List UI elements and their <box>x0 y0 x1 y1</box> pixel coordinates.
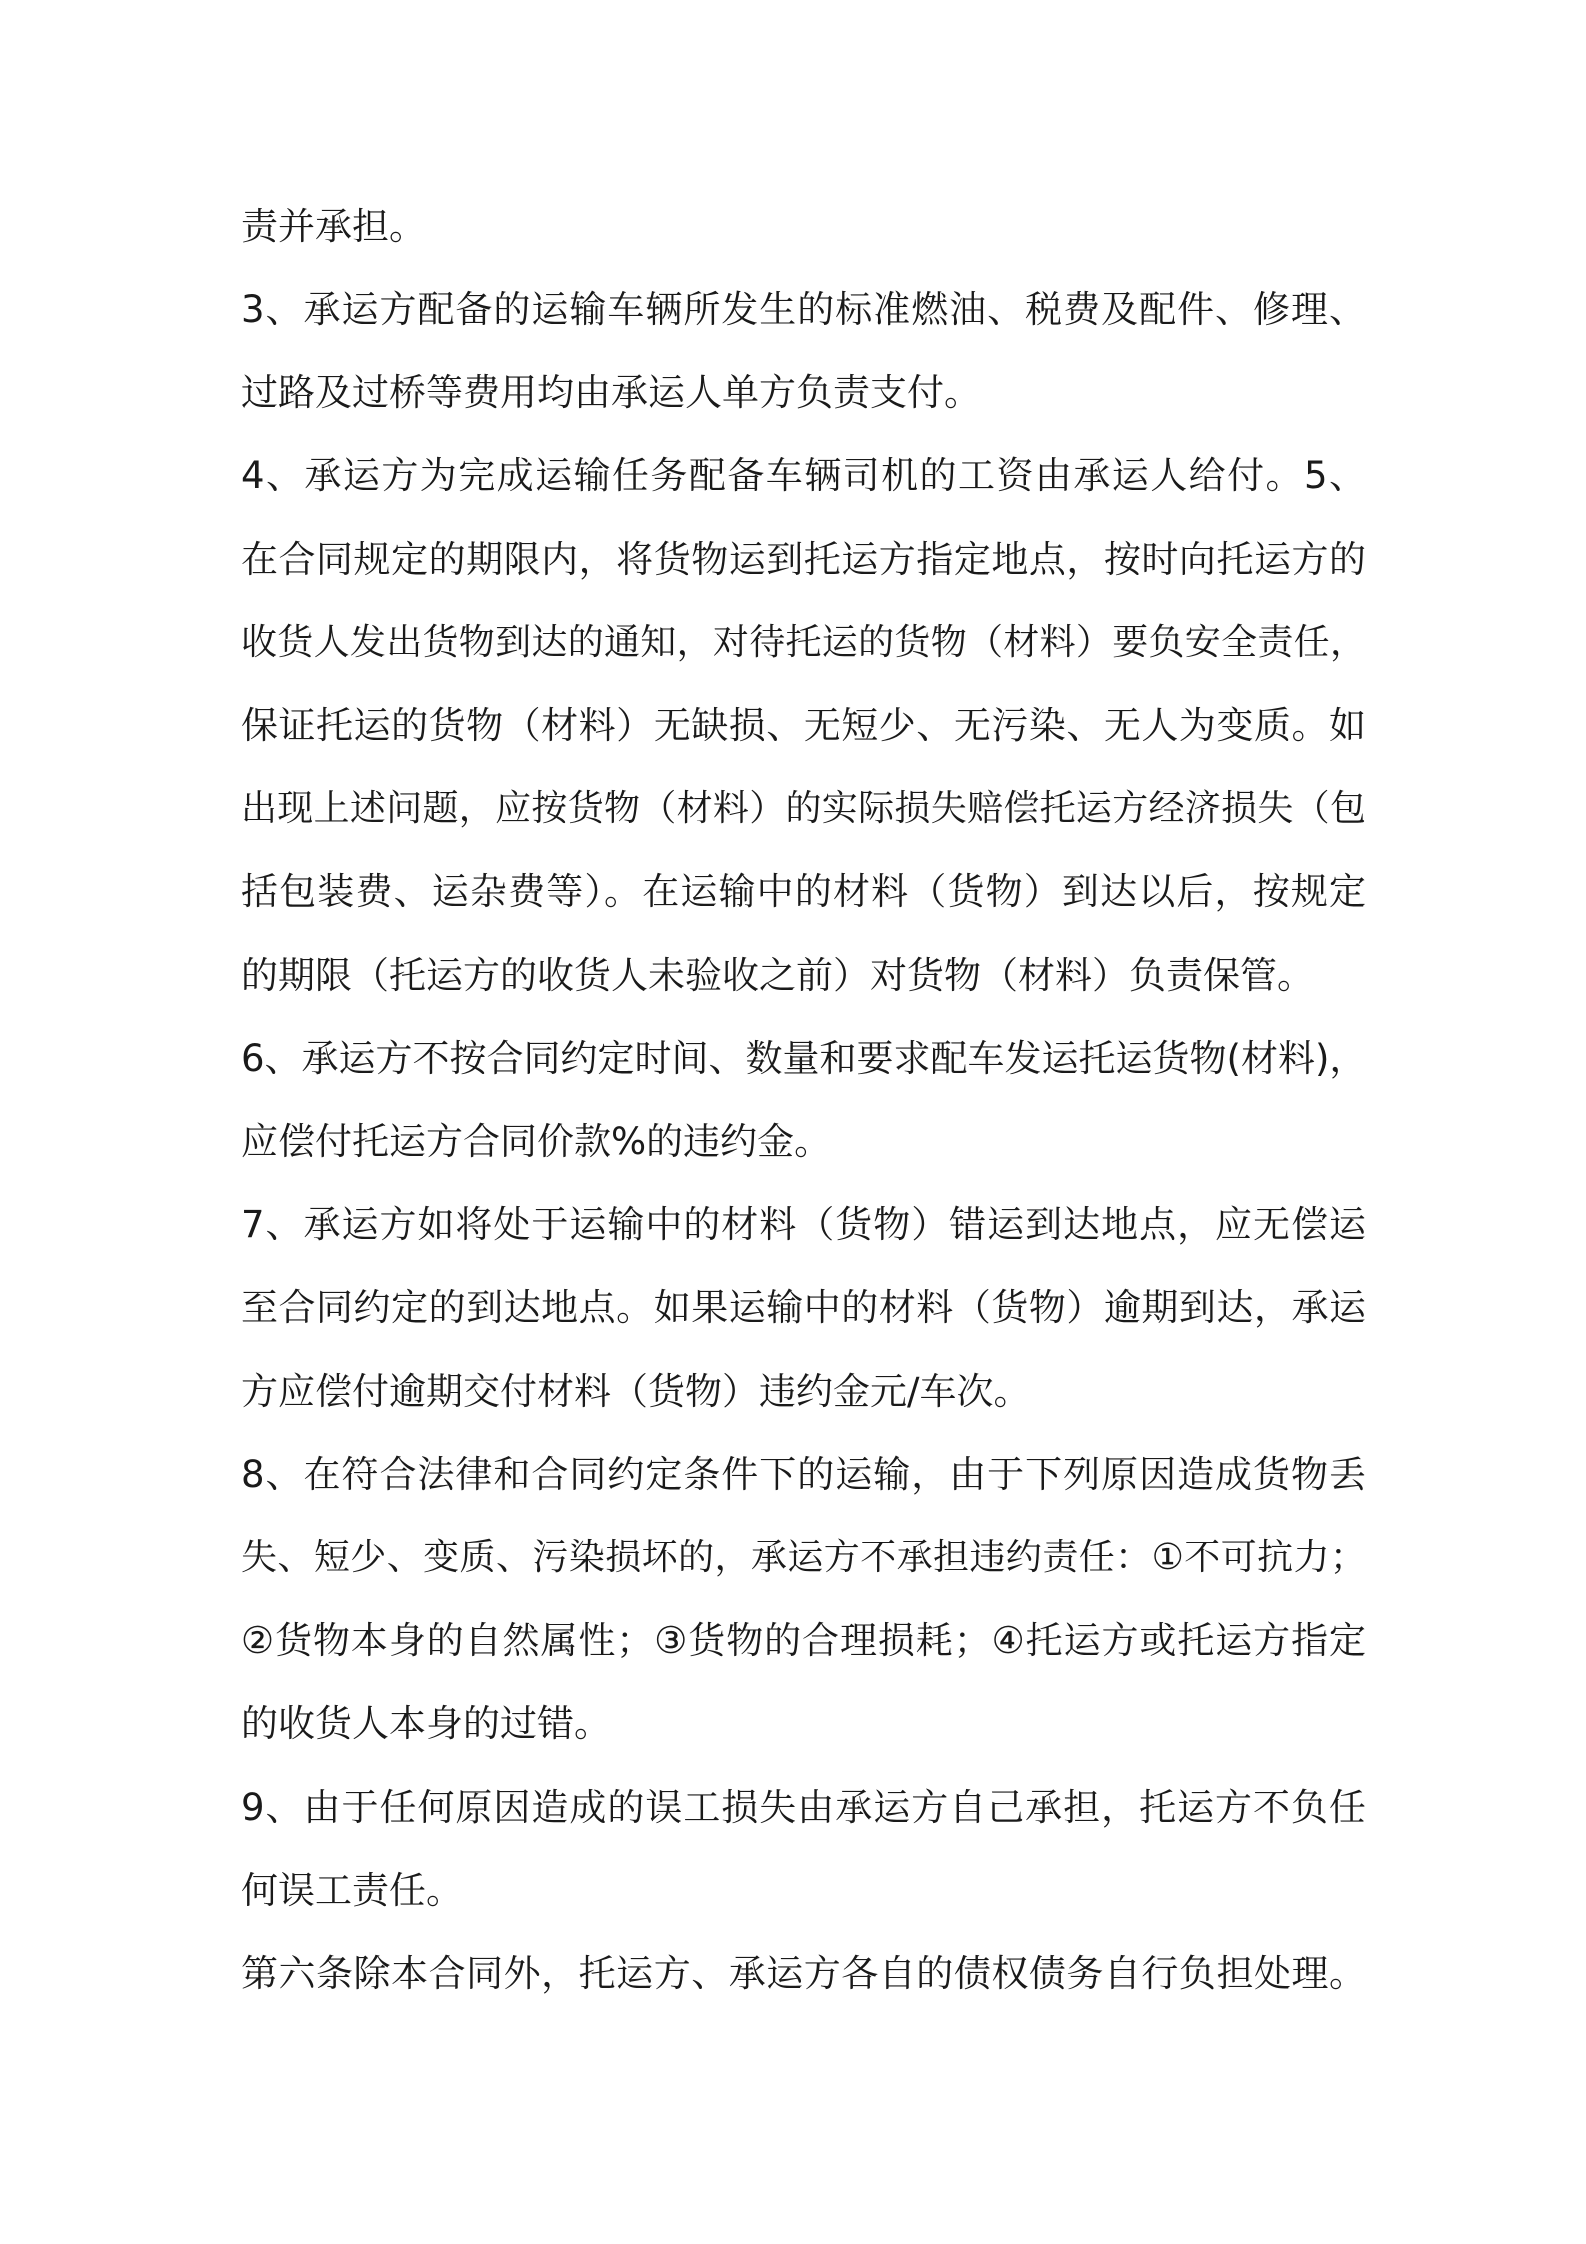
text-line: 保证托运的货物（材料）无缺损、无短少、无污染、无人为变质。如 <box>241 704 1366 747</box>
text-line: 7、承运方如将处于运输中的材料（货物）错运到达地点，应无偿运 <box>241 1203 1366 1246</box>
text-line: 收货人发出货物到达的通知，对待托运的货物（材料）要负安全责任， <box>241 622 1366 663</box>
text-line: 第六条除本合同外，托运方、承运方各自的债权债务自行负担处理。 <box>241 1952 1366 1995</box>
text-line: 6、承运方不按合同约定时间、数量和要求配车发运托运货物(材料)， <box>241 1037 1367 1080</box>
text-line: 括包装费、运杂费等）。在运输中的材料（货物）到达以后，按规定 <box>241 870 1366 913</box>
text-line: 过路及过桥等费用均由承运人单方负责支付。 <box>241 371 981 414</box>
text-line: 的期限（托运方的收货人未验收之前）对货物（材料）负责保管。 <box>241 954 1314 997</box>
text-line: 至合同约定的到达地点。如果运输中的材料（货物）逾期到达，承运 <box>241 1286 1366 1329</box>
text-line: 责并承担。 <box>241 205 426 248</box>
text-line: 4、承运方为完成运输任务配备车辆司机的工资由承运人给付。5、 <box>241 454 1366 497</box>
text-line: ②货物本身的自然属性；③货物的合理损耗；④托运方或托运方指定 <box>241 1619 1366 1662</box>
text-line: 失、短少、变质、污染损坏的，承运方不承担违约责任：①不可抗力； <box>241 1537 1366 1578</box>
text-line: 方应偿付逾期交付材料（货物）违约金元/车次。 <box>241 1370 1031 1413</box>
text-line: 9、由于任何原因造成的误工损失由承运方自己承担，托运方不负任 <box>241 1786 1366 1829</box>
text-line: 应偿付托运方合同价款%的违约金。 <box>241 1120 832 1163</box>
text-line: 出现上述问题，应按货物（材料）的实际损失赔偿托运方经济损失（包 <box>241 788 1366 829</box>
text-line: 的收货人本身的过错。 <box>241 1702 611 1745</box>
text-line: 何误工责任。 <box>241 1869 463 1912</box>
text-line: 3、承运方配备的运输车辆所发生的标准燃油、税费及配件、修理、 <box>241 288 1366 331</box>
text-line: 8、在符合法律和合同约定条件下的运输，由于下列原因造成货物丢 <box>241 1453 1366 1496</box>
text-line: 在合同规定的期限内，将货物运到托运方指定地点，按时向托运方的 <box>241 538 1366 581</box>
